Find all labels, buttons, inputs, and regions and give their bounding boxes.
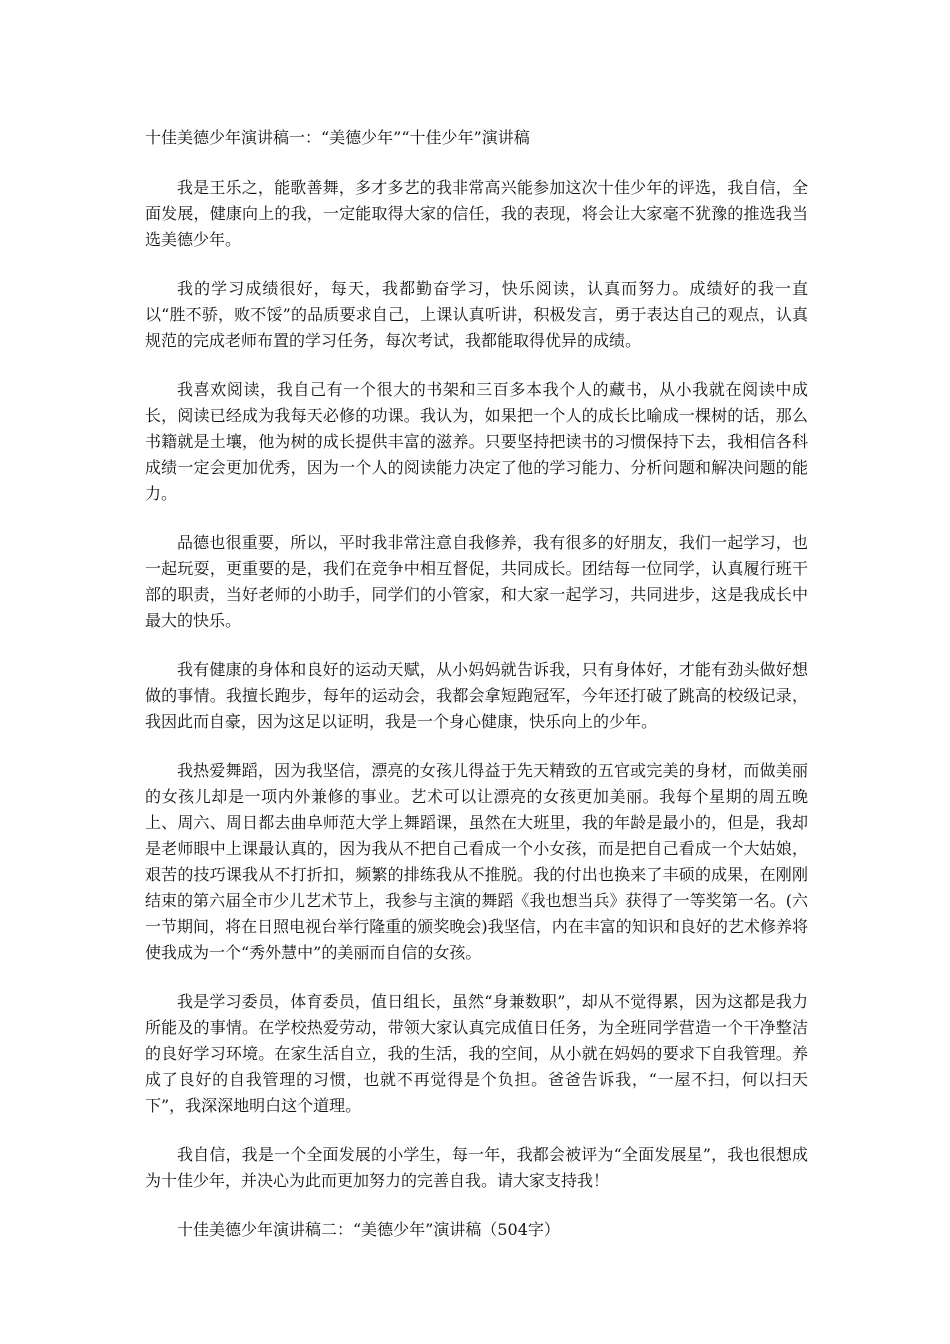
paragraph-study: 我的学习成绩很好，每天，我都勤奋学习，快乐阅读，认真而努力。成绩好的我一直以“胜不骄，败不馁”的品质要求自己，上课认真听讲，积极发言，勇于表达自己的观点，认真规范的完成老师布置的学习任务，每次考试，我都能取得优异的成绩。 — [145, 279, 808, 350]
document-title: 十佳美德少年演讲稿一：“美德少年”“十佳少年”演讲稿 — [145, 128, 530, 147]
paragraph-sports: 我有健康的身体和良好的运动天赋，从小妈妈就告诉我，只有身体好，才能有劲头做好想做的事情。我擅长跑步，每年的运动会，我都会拿短跑冠军，今年还打破了跳高的校级记录，我因此而自豪，因为这足以证明，我是一个身心健康，快乐向上的少年。 — [145, 660, 808, 731]
paragraph-reading: 我喜欢阅读，我自己有一个很大的书架和三百多本我个人的藏书，从小我就在阅读中成长，阅读已经成为我每天必修的功课。我认为，如果把一个人的成长比喻成一棵树的话，那么书籍就是土壤，他为树的成长提供丰富的滋养。只要坚持把读书的习惯保持下去，我相信各科成绩一定会更加优秀，因为一个人的阅读能力决定了他的学习能力、分析问题和解决问题的能力。 — [145, 380, 808, 503]
paragraph-morality: 品德也很重要，所以，平时我非常注意自我修养，我有很多的好朋友，我们一起学习，也一起玩耍，更重要的是，我们在竞争中相互督促，共同成长。团结每一位同学，认真履行班干部的职责，当好老师的小助手，同学们的小管家，和大家一起学习，共同进步，这是我成长中最大的快乐。 — [145, 533, 808, 630]
paragraph-dance: 我热爱舞蹈，因为我坚信，漂亮的女孩儿得益于先天精致的五官或完美的身材，而做美丽的女孩儿却是一项内外兼修的事业。艺术可以让漂亮的女孩更加美丽。我每个星期的周五晚上、周六、周日都去曲阜师范大学上舞蹈课，虽然在大班里，我的年龄是最小的，但是，我却是老师眼中上课最认真的，因为我从不把自己看成一个小女孩，而是把自己看成一个大姑娘，艰苦的技巧课我从不打折扣，频繁的排练我从不推脱。我的付出也换来了丰硕的成果，在刚刚结束的第六届全市少儿艺术节上，我参与主演的舞蹈《我也想当兵》获得了一等奖第一名。(六一节期间，将在日照电视台举行隆重的颁奖晚会)我坚信，内在丰富的知识和良好的艺术修养将使我成为一个“秀外慧中”的美丽而自信的女孩。 — [145, 761, 808, 962]
paragraph-duties: 我是学习委员，体育委员，值日组长，虽然“身兼数职”，却从不觉得累，因为这都是我力所能及的事情。在学校热爱劳动，带领大家认真完成值日任务，为全班同学营造一个干净整洁的良好学习环境。在家生活自立，我的生活，我的空间，从小就在妈妈的要求下自我管理。养成了良好的自我管理的习惯，也就不再觉得是个负担。爸爸告诉我，“一屋不扫，何以扫天下”，我深深地明白这个道理。 — [145, 992, 808, 1115]
paragraph-conclusion: 我自信，我是一个全面发展的小学生，每一年，我都会被评为“全面发展星”，我也很想成为十佳少年，并决心为此而更加努力的完善自我。请大家支持我！ — [145, 1145, 808, 1190]
document-body — [145, 125, 808, 1243]
document-subtitle: 十佳美德少年演讲稿二：“美德少年”演讲稿（504字） — [177, 1220, 560, 1239]
paragraph-intro: 我是王乐之，能歌善舞，多才多艺的我非常高兴能参加这次十佳少年的评选，我自信，全面发展，健康向上的我，一定能取得大家的信任，我的表现，将会让大家毫不犹豫的推选我当选美德少年。 — [145, 178, 808, 249]
